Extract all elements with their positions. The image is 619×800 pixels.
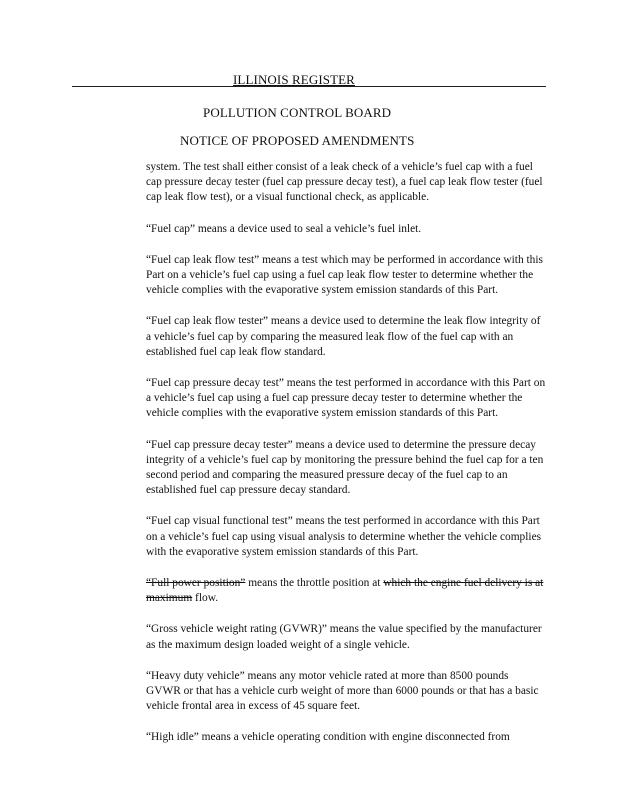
document-body: [146, 160, 546, 762]
definition-fuel-cap-pressure-decay-test: “Fuel cap pressure decay test” means the test performed in accordance with this Part on a vehicle’s fuel cap using a fuel cap pressure decay tester to determine whether the vehicle complies with the evaporative system emission standards of this Part.: [146, 377, 546, 420]
struck-middle-text: means the throttle position at: [245, 577, 384, 590]
definition-fuel-cap-visual-functional-test: “Fuel cap visual functional test” means the test performed in accordance with this Part on a vehicle’s fuel cap using visual analysis to determine whether the vehicle complies with the evaporative system emission standards of this Part.: [146, 515, 542, 558]
register-title: ILLINOIS REGISTER: [233, 72, 355, 87]
definition-fuel-cap: “Fuel cap” means a device used to seal a vehicle’s fuel inlet.: [146, 222, 422, 235]
definition-heavy-duty-vehicle: “Heavy duty vehicle” means any motor vehicle rated at more than 8500 pounds GVWR or that has a vehicle curb weight of more than 6000 pounds or that has a basic vehicle frontal area in excess of 45 square feet.: [146, 669, 539, 713]
paragraph-system-test: system. The test shall either consist of a leak check of a vehicle’s fuel cap with a fuel cap pressure decay tester (fuel cap pressure decay test), a fuel cap leak flow tester (fuel cap leak flow test), or a visual functional check, as applicable.: [146, 161, 543, 204]
definition-fuel-cap-leak-flow-test: “Fuel cap leak flow test” means a test which may be performed in accordance with this Part on a vehicle’s fuel cap using a fuel cap leak flow tester to determine whether the vehicle complies with the evaporative system emission standards of this Part.: [146, 253, 543, 297]
header-rule: [72, 86, 546, 87]
struck-clause: which the engine fuel delivery is at maximum: [146, 577, 544, 605]
definition-high-idle: “High idle” means a vehicle operating condition with engine disconnected from: [146, 731, 510, 744]
struck-term: “Full power position”: [146, 577, 246, 590]
definition-fuel-cap-leak-flow-tester: “Fuel cap leak flow tester” means a device used to determine the leak flow integrity of a vehicle’s fuel cap by comparing the measured leak flow of the fuel cap with an established fuel cap leak flow standard.: [146, 315, 541, 358]
struck-end-text: flow.: [192, 592, 219, 605]
definition-full-power-position-struck: [146, 576, 546, 606]
definition-gvwr: “Gross vehicle weight rating (GVWR)” means the value specified by the manufacturer as the maximum design loaded weight of a single vehicle.: [146, 623, 542, 651]
definition-fuel-cap-pressure-decay-tester: “Fuel cap pressure decay tester” means a device used to determine the pressure decay integrity of a vehicle’s fuel cap by monitoring the pressure behind the fuel cap for a ten second period and comparing the measured pressure decay of the fuel cap to an established fuel cap pressure decay standard.: [146, 438, 544, 497]
board-name: POLLUTION CONTROL BOARD: [203, 105, 392, 120]
notice-title: NOTICE OF PROPOSED AMENDMENTS: [180, 133, 415, 148]
